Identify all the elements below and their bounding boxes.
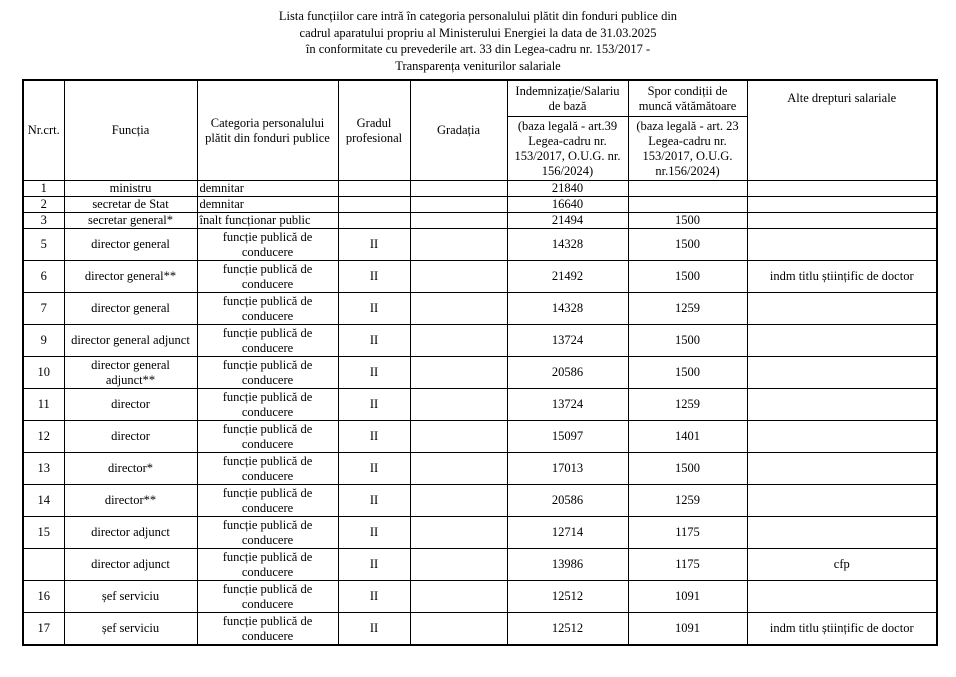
cell-salariu: 17013 [507,453,628,485]
cell-gradatia [410,181,507,197]
cell-salariu: 13724 [507,325,628,357]
cell-gradatia [410,357,507,389]
cell-gradul [338,197,410,213]
table-row [23,549,937,581]
cell-functia: director general** [64,261,197,293]
cell-nr: 12 [23,421,64,453]
table-row [23,485,937,517]
cell-gradatia [410,293,507,325]
cell-nr: 15 [23,517,64,549]
cell-spor: 1091 [628,613,747,646]
cell-spor [628,181,747,197]
table-row [23,421,937,453]
cell-nr: 2 [23,197,64,213]
cell-functia: director [64,389,197,421]
header-categoria: Categoria personalului plătit din fonduri publice [197,80,338,181]
header-gradatia: Gradația [410,80,507,181]
cell-gradul: II [338,325,410,357]
table-row [23,613,937,646]
cell-gradatia [410,581,507,613]
cell-gradatia [410,213,507,229]
cell-nr [23,549,64,581]
cell-alte [747,517,937,549]
cell-functia: director general [64,293,197,325]
table-row [23,389,937,421]
cell-functia: director* [64,453,197,485]
cell-gradul: II [338,517,410,549]
cell-functia: ministru [64,181,197,197]
cell-gradul: II [338,485,410,517]
cell-gradatia [410,549,507,581]
cell-alte [747,389,937,421]
header-gradul: Gradul profesional [338,80,410,181]
table-row [23,581,937,613]
cell-spor: 1500 [628,453,747,485]
cell-categoria: funcție publică de conducere [197,485,338,517]
header-alte: Alte drepturi salariale [747,80,937,181]
cell-salariu: 13724 [507,389,628,421]
cell-salariu: 12512 [507,613,628,646]
cell-functia: director general adjunct [64,325,197,357]
cell-functia: director general adjunct** [64,357,197,389]
cell-categoria: demnitar [197,197,338,213]
table-row [23,229,937,261]
cell-categoria: funcție publică de conducere [197,229,338,261]
cell-salariu: 21492 [507,261,628,293]
cell-gradatia [410,229,507,261]
cell-nr: 16 [23,581,64,613]
cell-functia: șef serviciu [64,581,197,613]
cell-nr: 6 [23,261,64,293]
cell-categoria: funcție publică de conducere [197,581,338,613]
header-indemnizatie: Indemnizație/Salariu de bază [507,80,628,117]
cell-spor: 1091 [628,581,747,613]
cell-nr: 10 [23,357,64,389]
cell-salariu: 14328 [507,229,628,261]
table-row [23,213,937,229]
cell-alte [747,357,937,389]
cell-gradul: II [338,389,410,421]
cell-gradatia [410,389,507,421]
cell-functia: șef serviciu [64,613,197,646]
cell-salariu: 14328 [507,293,628,325]
cell-spor: 1500 [628,357,747,389]
cell-gradul: II [338,581,410,613]
cell-nr: 7 [23,293,64,325]
cell-categoria: funcție publică de conducere [197,261,338,293]
cell-gradul: II [338,613,410,646]
cell-gradatia [410,613,507,646]
cell-spor: 1500 [628,325,747,357]
document-title [0,8,956,74]
header-functia: Funcția [64,80,197,181]
cell-gradatia [410,517,507,549]
cell-gradul: II [338,421,410,453]
cell-alte [747,229,937,261]
cell-alte [747,197,937,213]
cell-spor: 1259 [628,485,747,517]
title-line-1: Lista funcțiilor care intră în categoria personalului plătit din fonduri publice din [278,9,678,23]
table-row [23,357,937,389]
cell-spor: 1259 [628,293,747,325]
cell-salariu: 16640 [507,197,628,213]
cell-gradul: II [338,357,410,389]
cell-alte: indm titlu științific de doctor [747,613,937,646]
cell-functia: secretar de Stat [64,197,197,213]
cell-nr: 9 [23,325,64,357]
cell-alte [747,581,937,613]
cell-nr: 14 [23,485,64,517]
salary-table [22,79,938,646]
cell-categoria: funcție publică de conducere [197,421,338,453]
cell-gradul: II [338,229,410,261]
cell-nr: 5 [23,229,64,261]
cell-functia: director adjunct [64,549,197,581]
cell-categoria: funcție publică de conducere [197,357,338,389]
cell-nr: 17 [23,613,64,646]
cell-gradatia [410,421,507,453]
cell-salariu: 12512 [507,581,628,613]
cell-functia: director** [64,485,197,517]
cell-nr: 3 [23,213,64,229]
cell-spor: 1500 [628,213,747,229]
cell-gradatia [410,197,507,213]
cell-nr: 11 [23,389,64,421]
cell-alte [747,421,937,453]
cell-salariu: 20586 [507,357,628,389]
cell-categoria: funcție publică de conducere [197,517,338,549]
table-row [23,197,937,213]
cell-gradatia [410,485,507,517]
cell-categoria: înalt funcționar public [197,213,338,229]
cell-spor: 1500 [628,261,747,293]
cell-gradatia [410,261,507,293]
cell-salariu: 12714 [507,517,628,549]
header-spor-note: (baza legală - art. 23 Legea-cadru nr. 153/2017, O.U.G. nr.156/2024) [628,117,747,181]
cell-alte: cfp [747,549,937,581]
cell-categoria: funcție publică de conducere [197,613,338,646]
cell-spor: 1500 [628,229,747,261]
cell-functia: secretar general* [64,213,197,229]
cell-spor: 1175 [628,549,747,581]
cell-gradul [338,181,410,197]
cell-categoria: demnitar [197,181,338,197]
cell-gradul: II [338,261,410,293]
table-row [23,181,937,197]
cell-nr: 1 [23,181,64,197]
table-row [23,325,937,357]
cell-gradul: II [338,293,410,325]
header-indemnizatie-note: (baza legală - art.39 Legea-cadru nr. 153/2017, O.U.G. nr. 156/2024) [507,117,628,181]
cell-alte [747,453,937,485]
cell-spor: 1175 [628,517,747,549]
title-line-3: în conformitate cu prevederile art. 33 din Legea-cadru nr. 153/2017 - [305,42,651,56]
cell-spor [628,197,747,213]
cell-spor: 1259 [628,389,747,421]
cell-gradul: II [338,453,410,485]
cell-gradatia [410,325,507,357]
cell-categoria: funcție publică de conducere [197,325,338,357]
cell-gradul: II [338,549,410,581]
cell-salariu: 13986 [507,549,628,581]
cell-spor: 1401 [628,421,747,453]
cell-alte [747,325,937,357]
cell-categoria: funcție publică de conducere [197,453,338,485]
cell-alte [747,293,937,325]
cell-salariu: 15097 [507,421,628,453]
cell-salariu: 21840 [507,181,628,197]
cell-gradul [338,213,410,229]
title-line-2: cadrul aparatului propriu al Ministerului Energiei la data de 31.03.2025 [299,25,657,40]
cell-nr: 13 [23,453,64,485]
header-nr: Nr.crt. [23,80,64,181]
cell-categoria: funcție publică de conducere [197,389,338,421]
cell-alte [747,485,937,517]
table-row [23,293,937,325]
cell-salariu: 20586 [507,485,628,517]
cell-categoria: funcție publică de conducere [197,549,338,581]
cell-alte [747,181,937,197]
cell-functia: director general [64,229,197,261]
header-spor: Spor condiții de muncă vătămătoare [628,80,747,117]
table-row [23,261,937,293]
cell-functia: director [64,421,197,453]
cell-functia: director adjunct [64,517,197,549]
title-line-4: Transparența veniturilor salariale [395,58,561,73]
cell-alte: indm titlu științific de doctor [747,261,937,293]
table-row [23,517,937,549]
cell-categoria: funcție publică de conducere [197,293,338,325]
cell-gradatia [410,453,507,485]
table-row [23,453,937,485]
cell-alte [747,213,937,229]
cell-salariu: 21494 [507,213,628,229]
